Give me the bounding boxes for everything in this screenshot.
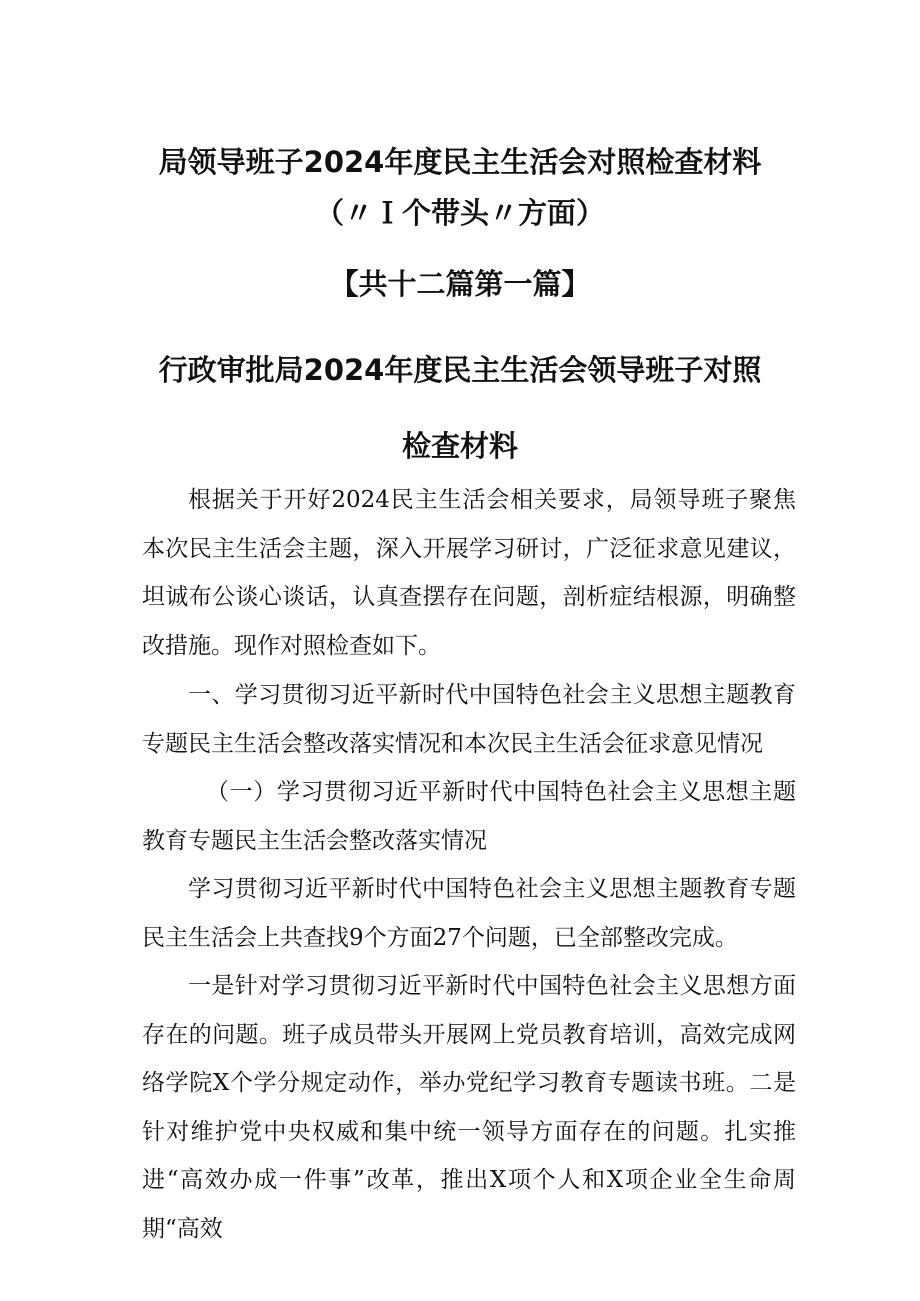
paragraph-intro: 根据关于开好2024民主生活会相关要求，局领导班子聚焦本次民主生活会主题，深入开展学习研讨，广泛征求意见建议，坦诚布公谈心谈话，认真查摆存在问题，剖析症结根源，明确整改措施。现作对照检查如下。 [142,487,796,659]
paragraph-details: 一是针对学习贯彻习近平新时代中国特色社会主义思想方面存在的问题。班子成员带头开展网上党员教育培训，高效完成网络学院X个学分规定动作，举办党纪学习教育专题读书班。二是针对维护党中央权威和集中统一领导方面存在的问题。扎实推进“高效办成一件事”改革，推出X项个人和X项企业全生命周期“高效 [142,973,796,1242]
article-title-line-2: 检查材料 [401,429,518,463]
document-title: 局领导班子2024年度民主生活会对照检查材料 [158,145,762,179]
document-subtitle: （〃Ｉ个带头〃方面） [314,196,605,230]
article-title-line-1: 行政审批局2024年度民主生活会领导班子对照 [158,353,762,387]
section-heading-1: 一、学习贯彻习近平新时代中国特色社会主义思想主题教育专题民主生活会整改落实情况和本次民主生活会征求意见情况 [142,682,796,757]
paragraph-summary: 学习贯彻习近平新时代中国特色社会主义思想主题教育专题民主生活会上共查找9个方面27个问题，已全部整改完成。 [142,876,796,951]
series-label: 【共十二篇第一篇】 [329,267,591,301]
subsection-heading-1: （一）学习贯彻习近平新时代中国特色社会主义思想主题教育专题民主生活会整改落实情况 [142,779,796,854]
